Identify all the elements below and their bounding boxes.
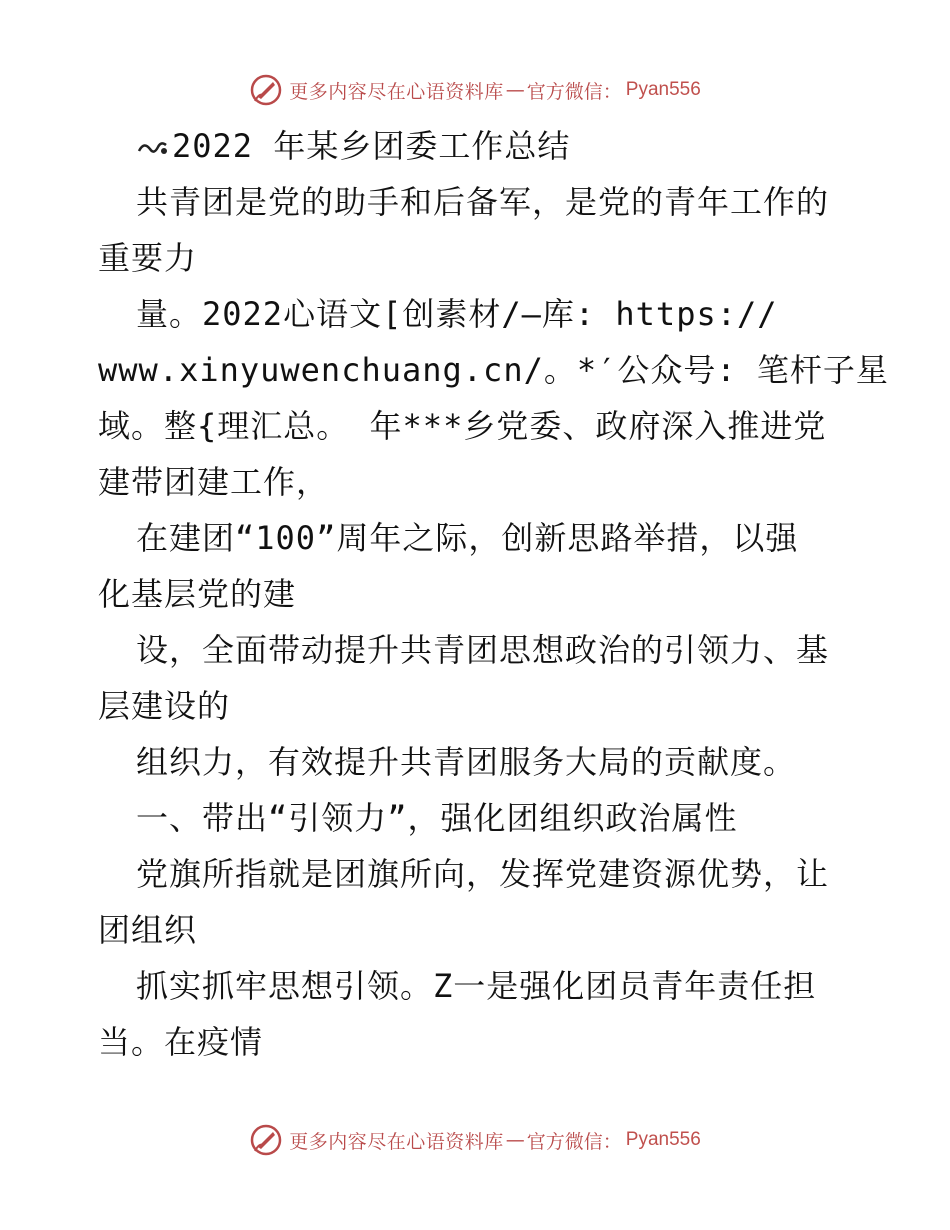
banner-account-id: Pyan556 (625, 79, 701, 100)
swirl-ornament-icon (136, 120, 170, 142)
quill-seal-icon (249, 73, 283, 107)
text-line: 在建团“100”周年之际，创新思路举措，以强 (136, 519, 799, 557)
text-line: 重要力 (98, 239, 198, 277)
banner-colon: ： (602, 80, 622, 103)
text-line: 量。2022心语文[创素材/—库: https:// (136, 295, 778, 333)
text-line: 党旗所指就是团旗所向，发挥党建资源优势，让 (136, 855, 830, 893)
header-watermark-banner (0, 70, 950, 110)
banner-right-text: 官方微信 (526, 80, 603, 103)
text-line: 设，全面带动提升共青团思想政治的引领力、基 (136, 631, 830, 669)
banner-account-id: Pyan556 (625, 1129, 701, 1150)
text-line: 域。整{理汇总。 年***乡党委、政府深入推进党 (98, 407, 827, 445)
text-line: 层建设的 (98, 687, 231, 725)
banner-left-text: 更多内容尽在心语资料库 (289, 1130, 504, 1153)
text-line: 当。在疫情 (98, 1023, 264, 1061)
text-line: 抓实抓牢思想引领。Z一是强化团员青年责任担 (136, 967, 817, 1005)
text-line: 共青团是党的助手和后备军，是党的青年工作的 (136, 183, 830, 221)
banner-colon: ： (602, 1130, 622, 1153)
banner-right-text: 官方微信 (526, 1130, 603, 1153)
section-heading: 一、带出“引领力”，强化团组织政治属性 (136, 799, 738, 837)
quill-seal-icon (249, 1123, 283, 1157)
footer-watermark-banner (0, 1120, 950, 1160)
document-title: 2022 年某乡团委工作总结 (172, 127, 571, 165)
banner-left-text: 更多内容尽在心语资料库 (289, 80, 504, 103)
banner-separator: — (505, 1129, 525, 1151)
banner-separator: — (505, 79, 525, 101)
text-line: 团组织 (98, 911, 198, 949)
text-line: 化基层党的建 (98, 575, 297, 613)
text-line: 组织力，有效提升共青团服务大局的贡献度。 (136, 743, 797, 781)
document-title-line (98, 118, 868, 174)
text-line: www.xinyuwenchuang.cn/。*′公众号: 笔杆子星 (98, 351, 889, 389)
text-line: 建带团建工作， (98, 463, 330, 501)
document-body (98, 118, 889, 1070)
